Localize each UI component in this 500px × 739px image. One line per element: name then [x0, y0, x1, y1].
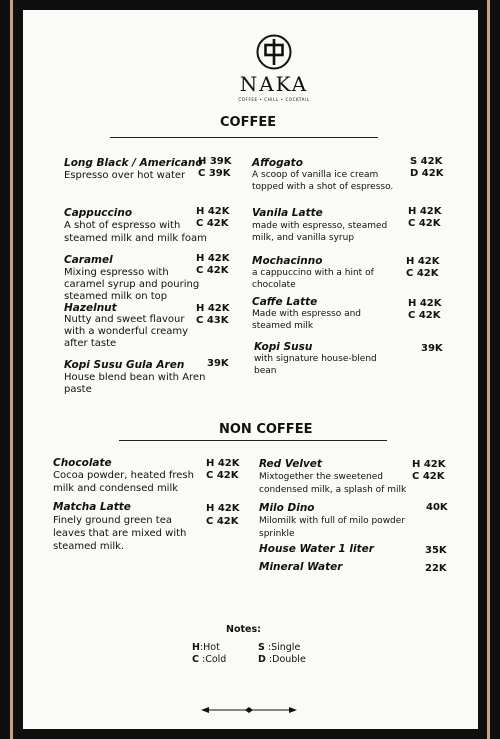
item-desc: bean [254, 366, 277, 376]
item-name: Hazelnut [64, 302, 117, 314]
note-label: Single [271, 642, 301, 653]
note-hot [192, 642, 220, 653]
noncoffee-divider [119, 440, 387, 441]
item-desc: after taste [64, 338, 117, 349]
item-price: H 42K [408, 206, 442, 217]
note-single [258, 642, 300, 653]
item-name: Vanila Latte [252, 207, 323, 219]
note-label: Cold [205, 654, 227, 665]
item-price: C 42K [206, 516, 239, 527]
item-price: C 42K [206, 470, 239, 481]
item-desc: made with espresso, steamed [252, 221, 388, 231]
note-key: S [258, 642, 265, 653]
menu-page [23, 10, 478, 729]
item-price: C 42K [408, 218, 441, 229]
note-sep: : [199, 642, 204, 653]
item-desc: caramel syrup and pouring [64, 279, 200, 290]
item-desc: Mixing espresso with [64, 267, 169, 278]
item-name: Caramel [64, 254, 113, 266]
item-name: Kopi Susu [254, 341, 313, 353]
item-desc: Milomilk with full of milo powder [259, 516, 406, 526]
item-desc: A shot of espresso with [64, 220, 181, 231]
coffee-section-title: COFFEE [220, 115, 277, 130]
note-sep: : [265, 654, 273, 665]
item-price: H 39K [198, 156, 232, 167]
item-name: Matcha Latte [53, 501, 131, 513]
item-desc: leaves that are mixed with [53, 528, 187, 539]
note-cold [192, 654, 226, 665]
note-double [258, 654, 306, 665]
item-price: C 42K [408, 310, 441, 321]
item-price: C 43K [196, 315, 229, 326]
item-desc: chocolate [252, 280, 296, 290]
item-desc: with signature house-blend [254, 354, 377, 364]
item-price: 40K [426, 502, 448, 513]
item-desc: steamed milk on top [64, 291, 168, 302]
item-price: H 42K [196, 206, 230, 217]
item-desc: Made with espresso and [252, 309, 362, 319]
item-price: C 42K [196, 218, 229, 229]
brand-name: NAKA [239, 72, 309, 96]
brand-tagline: COFFEE • CHILL • COCKTAIL [238, 97, 310, 102]
item-desc: House blend bean with Aren [64, 372, 206, 383]
item-name: Long Black / Americano [64, 157, 203, 169]
note-key: H [192, 642, 200, 653]
item-price: 39K [207, 358, 229, 369]
item-price: H 42K [196, 253, 230, 264]
item-name: Kopi Susu Gula Aren [64, 359, 185, 371]
right-accent-stripe [487, 0, 490, 739]
note-key: D [258, 654, 266, 665]
coffee-divider [110, 137, 378, 138]
item-name: Cappuccino [64, 207, 133, 219]
note-label: Hot [203, 642, 220, 653]
item-desc: sprinkle [259, 529, 295, 539]
noncoffee-section-title: NON COFFEE [219, 422, 313, 437]
item-price: H 42K [412, 459, 446, 470]
note-sep: : [264, 642, 272, 653]
item-desc: condensed milk, a splash of milk [259, 485, 407, 495]
item-name: Caffe Latte [252, 296, 318, 308]
item-desc: milk and condensed milk [53, 483, 179, 494]
item-desc: Espresso over hot water [64, 170, 186, 181]
item-price: C 42K [412, 471, 445, 482]
item-desc: Finely ground green tea [53, 515, 172, 526]
item-name: Red Velvet [259, 458, 322, 470]
item-price: 39K [421, 343, 443, 354]
item-name: Chocolate [53, 457, 112, 469]
item-desc: steamed milk [252, 321, 314, 331]
item-desc: Mixtogether the sweetened [259, 472, 383, 482]
item-price: H 42K [406, 256, 440, 267]
item-price: H 42K [408, 298, 442, 309]
item-desc: paste [64, 384, 92, 395]
item-desc: Cocoa powder, heated fresh [53, 470, 194, 481]
item-price: H 42K [196, 303, 230, 314]
item-desc: topped with a shot of espresso. [252, 182, 394, 192]
left-accent-stripe [10, 0, 13, 739]
item-name: Mochacinno [252, 255, 323, 267]
arrow-ornament-icon [201, 706, 297, 714]
note-label: Double [272, 654, 306, 665]
item-desc: Nutty and sweet flavour [64, 314, 185, 325]
item-price: H 42K [206, 503, 240, 514]
item-name: House Water 1 liter [259, 543, 374, 555]
item-price: D 42K [410, 168, 444, 179]
item-desc: A scoop of vanilla ice cream [252, 170, 379, 180]
item-name: Milo Dino [259, 502, 315, 514]
item-desc: milk, and vanilla syrup [252, 233, 355, 243]
notes-title: Notes: [226, 624, 261, 635]
item-price: C 42K [196, 265, 229, 276]
item-desc: steamed milk. [53, 541, 125, 552]
item-price: 35K [425, 545, 447, 556]
item-price: C 42K [406, 268, 439, 279]
item-price: C 39K [198, 168, 231, 179]
item-price: S 42K [410, 156, 443, 167]
item-desc: a cappuccino with a hint of [252, 268, 374, 278]
item-name: Mineral Water [259, 561, 343, 573]
item-price: 22K [425, 563, 447, 574]
item-desc: steamed milk and milk foam [64, 233, 207, 244]
item-price: H 42K [206, 458, 240, 469]
note-key: C [192, 654, 199, 665]
item-desc: with a wonderful creamy [64, 326, 189, 337]
naka-logo-circle-icon [256, 34, 292, 70]
note-sep: : [198, 654, 206, 665]
item-name: Affogato [252, 157, 303, 169]
